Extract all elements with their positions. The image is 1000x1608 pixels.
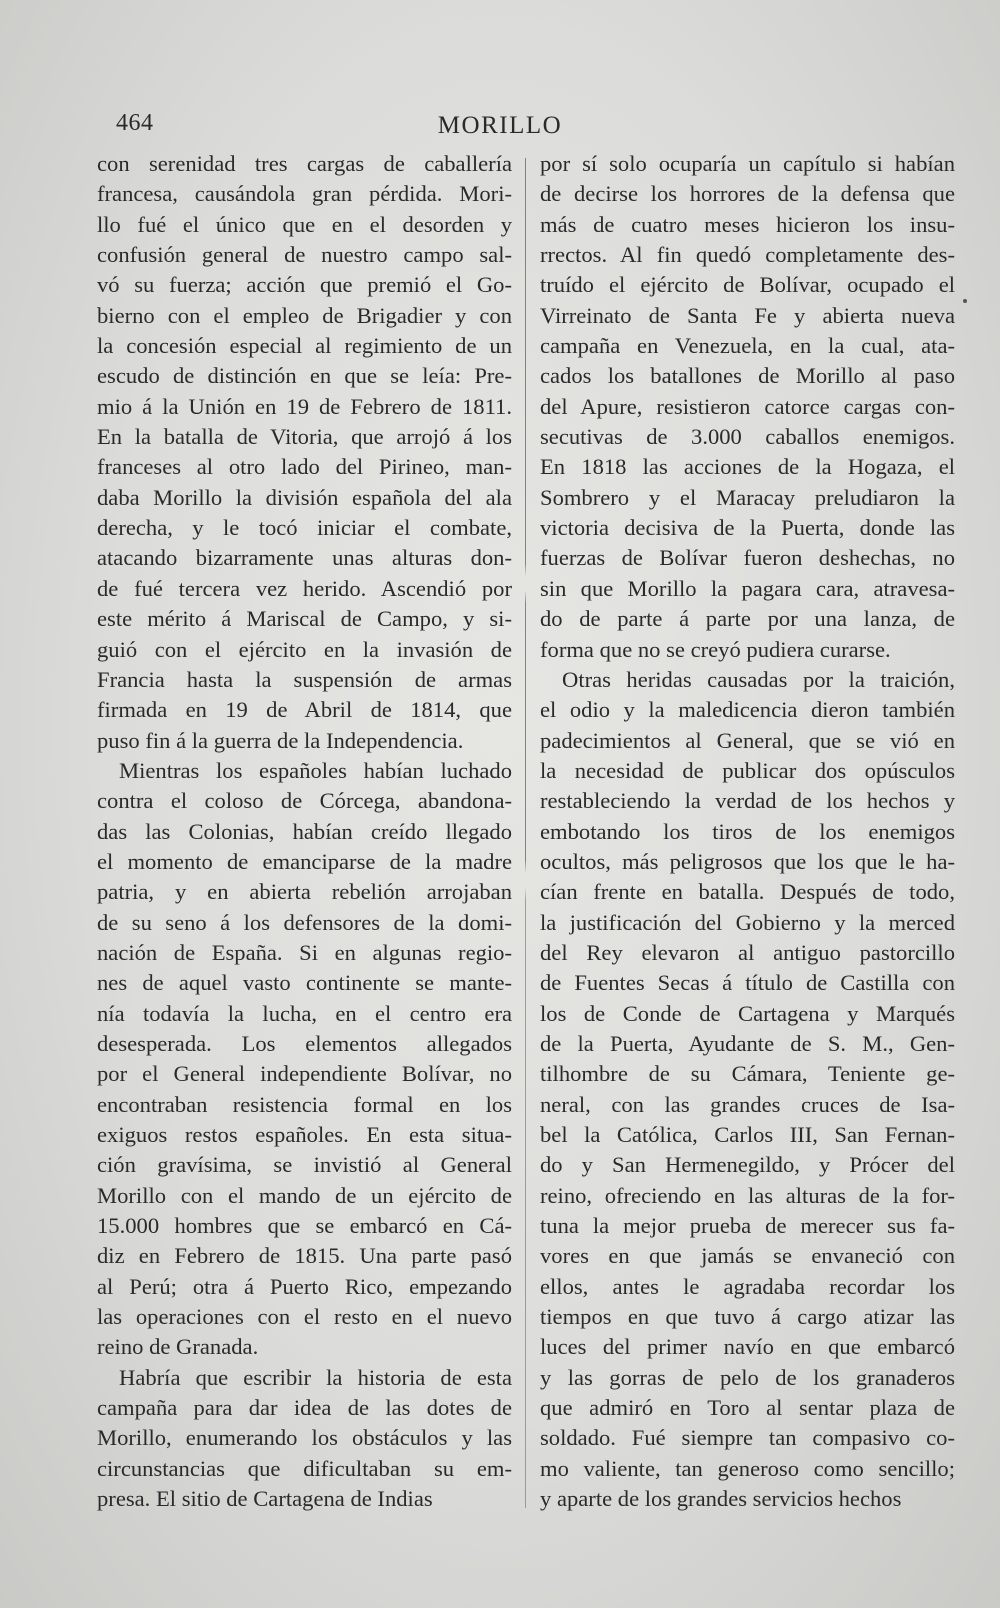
text-line: diz en Febrero de 1815. Una parte pasó <box>97 1243 512 1269</box>
text-line: más de cuatro meses hicieron los insu- <box>540 211 955 237</box>
text-line: victoria decisiva de la Puerta, donde las <box>540 515 955 541</box>
text-line: 15.000 hombres que se embarcó en Cá- <box>97 1213 512 1239</box>
text-line: que admiró en Toro al sentar plaza de <box>540 1395 955 1421</box>
text-line: desesperada. Los elementos allegados <box>97 1030 512 1056</box>
text-line: En la batalla de Vitoria, que arrojó á los <box>97 424 512 450</box>
text-line: y las gorras de pelo de los granaderos <box>540 1364 955 1390</box>
page-speck <box>963 299 967 303</box>
text-line: el momento de emanciparse de la madre <box>97 848 512 874</box>
text-line: truído el ejército de Bolívar, ocupado el <box>540 272 955 298</box>
text-line: secutivas de 3.000 caballos enemigos. <box>540 424 955 450</box>
right-column <box>540 149 955 1514</box>
text-line: ción gravísima, se invistió al General <box>97 1152 512 1178</box>
text-line: rrectos. Al fin quedó completamente des- <box>540 242 955 268</box>
text-line: de Fuentes Secas á título de Castilla con <box>540 970 955 996</box>
text-line: la necesidad de publicar dos opúsculos <box>540 757 955 783</box>
text-line: luces del primer navío en que embarcó <box>540 1334 955 1360</box>
text-line: Virreinato de Santa Fe y abierta nueva <box>540 302 955 328</box>
text-line: tiempos en que tuvo á cargo atizar las <box>540 1304 955 1330</box>
text-line: con serenidad tres cargas de caballería <box>97 151 512 176</box>
text-line: Habría que escribir la historia de esta <box>119 1364 512 1390</box>
text-line: las operaciones con el resto en el nuevo <box>97 1304 512 1330</box>
text-line: tilhombre de su Cámara, Teniente ge- <box>540 1061 955 1087</box>
text-line: circunstancias que dificultaban su em- <box>97 1455 512 1481</box>
text-line: el odio y la maledicencia dieron también <box>540 697 955 723</box>
text-line: confusión general de nuestro campo sal- <box>97 242 512 268</box>
text-line: ellos, antes le agradaba recordar los <box>540 1273 955 1299</box>
text-line: contra el coloso de Córcega, abandona- <box>97 788 512 814</box>
text-line: escudo de distinción en que se leía: Pre- <box>97 363 512 389</box>
text-line: Morillo con el mando de un ejército de <box>97 1182 512 1208</box>
text-line: llo fué el único que en el desorden y <box>97 211 512 237</box>
text-line: bel la Católica, Carlos III, San Fernan- <box>540 1122 955 1147</box>
text-line: encontraban resistencia formal en los <box>97 1091 512 1117</box>
text-line: neral, con las grandes cruces de Isa- <box>540 1091 955 1117</box>
text-line: por el General independiente Bolívar, no <box>97 1061 512 1087</box>
text-line: la concesión especial al regimiento de un <box>97 333 512 359</box>
text-line: vó su fuerza; acción que premió el Go- <box>97 272 512 298</box>
text-line: puso fin á la guerra de la Independencia. <box>97 727 464 753</box>
text-line: patria, y en abierta rebelión arrojaban <box>97 879 512 905</box>
text-line: Mientras los españoles habían luchado <box>119 757 512 783</box>
text-line: Morillo, enumerando los obstáculos y las <box>97 1425 512 1451</box>
text-line: franceses al otro lado del Pirineo, man- <box>97 454 512 480</box>
text-line: nes de aquel vasto continente se mante- <box>97 970 512 996</box>
text-line: tuna la mejor prueba de merecer sus fa- <box>540 1213 955 1239</box>
text-line: padecimientos al General, que se vió en <box>540 727 955 753</box>
text-line: nía todavía la lucha, en el centro era <box>97 1000 512 1026</box>
text-line: do y San Hermenegildo, y Prócer del <box>540 1152 955 1178</box>
text-line: del Rey elevaron al antiguo pastorcillo <box>540 939 955 965</box>
text-line: Francia hasta la suspensión de armas <box>97 666 512 692</box>
text-line: bierno con el empleo de Brigadier y con <box>97 302 512 328</box>
text-line: forma que no se creyó pudiera curarse. <box>540 636 891 662</box>
text-line: firmada en 19 de Abril de 1814, que <box>97 697 512 723</box>
text-line: mio á la Unión en 19 de Febrero de 1811. <box>97 393 512 419</box>
text-line: soldado. Fué siempre tan compasivo co- <box>540 1425 955 1451</box>
text-line: y aparte de los grandes servicios hechos <box>540 1486 902 1512</box>
text-line: embotando los tiros de los enemigos <box>540 818 955 844</box>
text-line: del Apure, resistieron catorce cargas con- <box>540 393 955 419</box>
text-line: campaña en Venezuela, en la cual, ata- <box>540 333 955 359</box>
text-line: de fué tercera vez herido. Ascendió por <box>97 575 512 601</box>
text-line: de decirse los horrores de la defensa que <box>540 181 955 207</box>
text-line: cían frente en batalla. Después de todo, <box>540 879 955 905</box>
text-line: vores en que jamás se envaneció con <box>540 1243 955 1269</box>
text-line: cados los batallones de Morillo al paso <box>540 363 955 389</box>
text-line: de su seno á los defensores de la domi- <box>97 909 512 935</box>
column-divider <box>525 158 526 1508</box>
text-line: atacando bizarramente unas alturas don- <box>97 545 512 571</box>
left-column <box>97 149 512 1514</box>
page-number: 464 <box>116 110 154 136</box>
text-line: derecha, y le tocó iniciar el combate, <box>97 515 512 541</box>
text-line: ocultos, más peligrosos que los que le ha- <box>540 848 955 874</box>
text-line: los de Conde de Cartagena y Marqués <box>540 1000 955 1026</box>
text-line: En 1818 las acciones de la Hogaza, el <box>540 454 955 480</box>
text-line: por sí solo ocuparía un capítulo si habían <box>540 151 955 176</box>
text-line: fuerzas de Bolívar fueron deshechas, no <box>540 545 955 571</box>
text-line: daba Morillo la división española del ala <box>97 484 512 510</box>
text-line: este mérito á Mariscal de Campo, y si- <box>97 606 512 632</box>
text-line: Sombrero y el Maracay preludiaron la <box>540 484 955 510</box>
text-line: campaña para dar idea de las dotes de <box>97 1395 512 1421</box>
text-line: reino de Granada. <box>97 1334 259 1360</box>
text-line: nación de España. Si en algunas regio- <box>97 939 512 965</box>
text-line: de la Puerta, Ayudante de S. M., Gen- <box>540 1030 955 1056</box>
text-line: Otras heridas causadas por la traición, <box>562 666 955 692</box>
text-line: do de parte á parte por una lanza, de <box>540 606 955 632</box>
text-line: francesa, causándola gran pérdida. Mori- <box>97 181 512 207</box>
text-line: presa. El sitio de Cartagena de Indias <box>97 1486 433 1512</box>
text-line: sin que Morillo la pagara cara, atravesa- <box>540 575 955 601</box>
text-line: restableciendo la verdad de los hechos y <box>540 788 955 814</box>
text-line: al Perú; otra á Puerto Rico, empezando <box>97 1273 512 1299</box>
text-line: exiguos restos españoles. En esta situa- <box>97 1122 512 1147</box>
running-title: MORILLO <box>437 112 563 139</box>
text-line: guió con el ejército en la invasión de <box>97 636 512 662</box>
text-line: la justificación del Gobierno y la merced <box>540 909 955 935</box>
text-line: das las Colonias, habían creído llegado <box>97 818 512 844</box>
text-line: reino, ofreciendo en las alturas de la for- <box>540 1182 955 1208</box>
text-line: mo valiente, tan generoso como sencillo; <box>540 1455 955 1481</box>
